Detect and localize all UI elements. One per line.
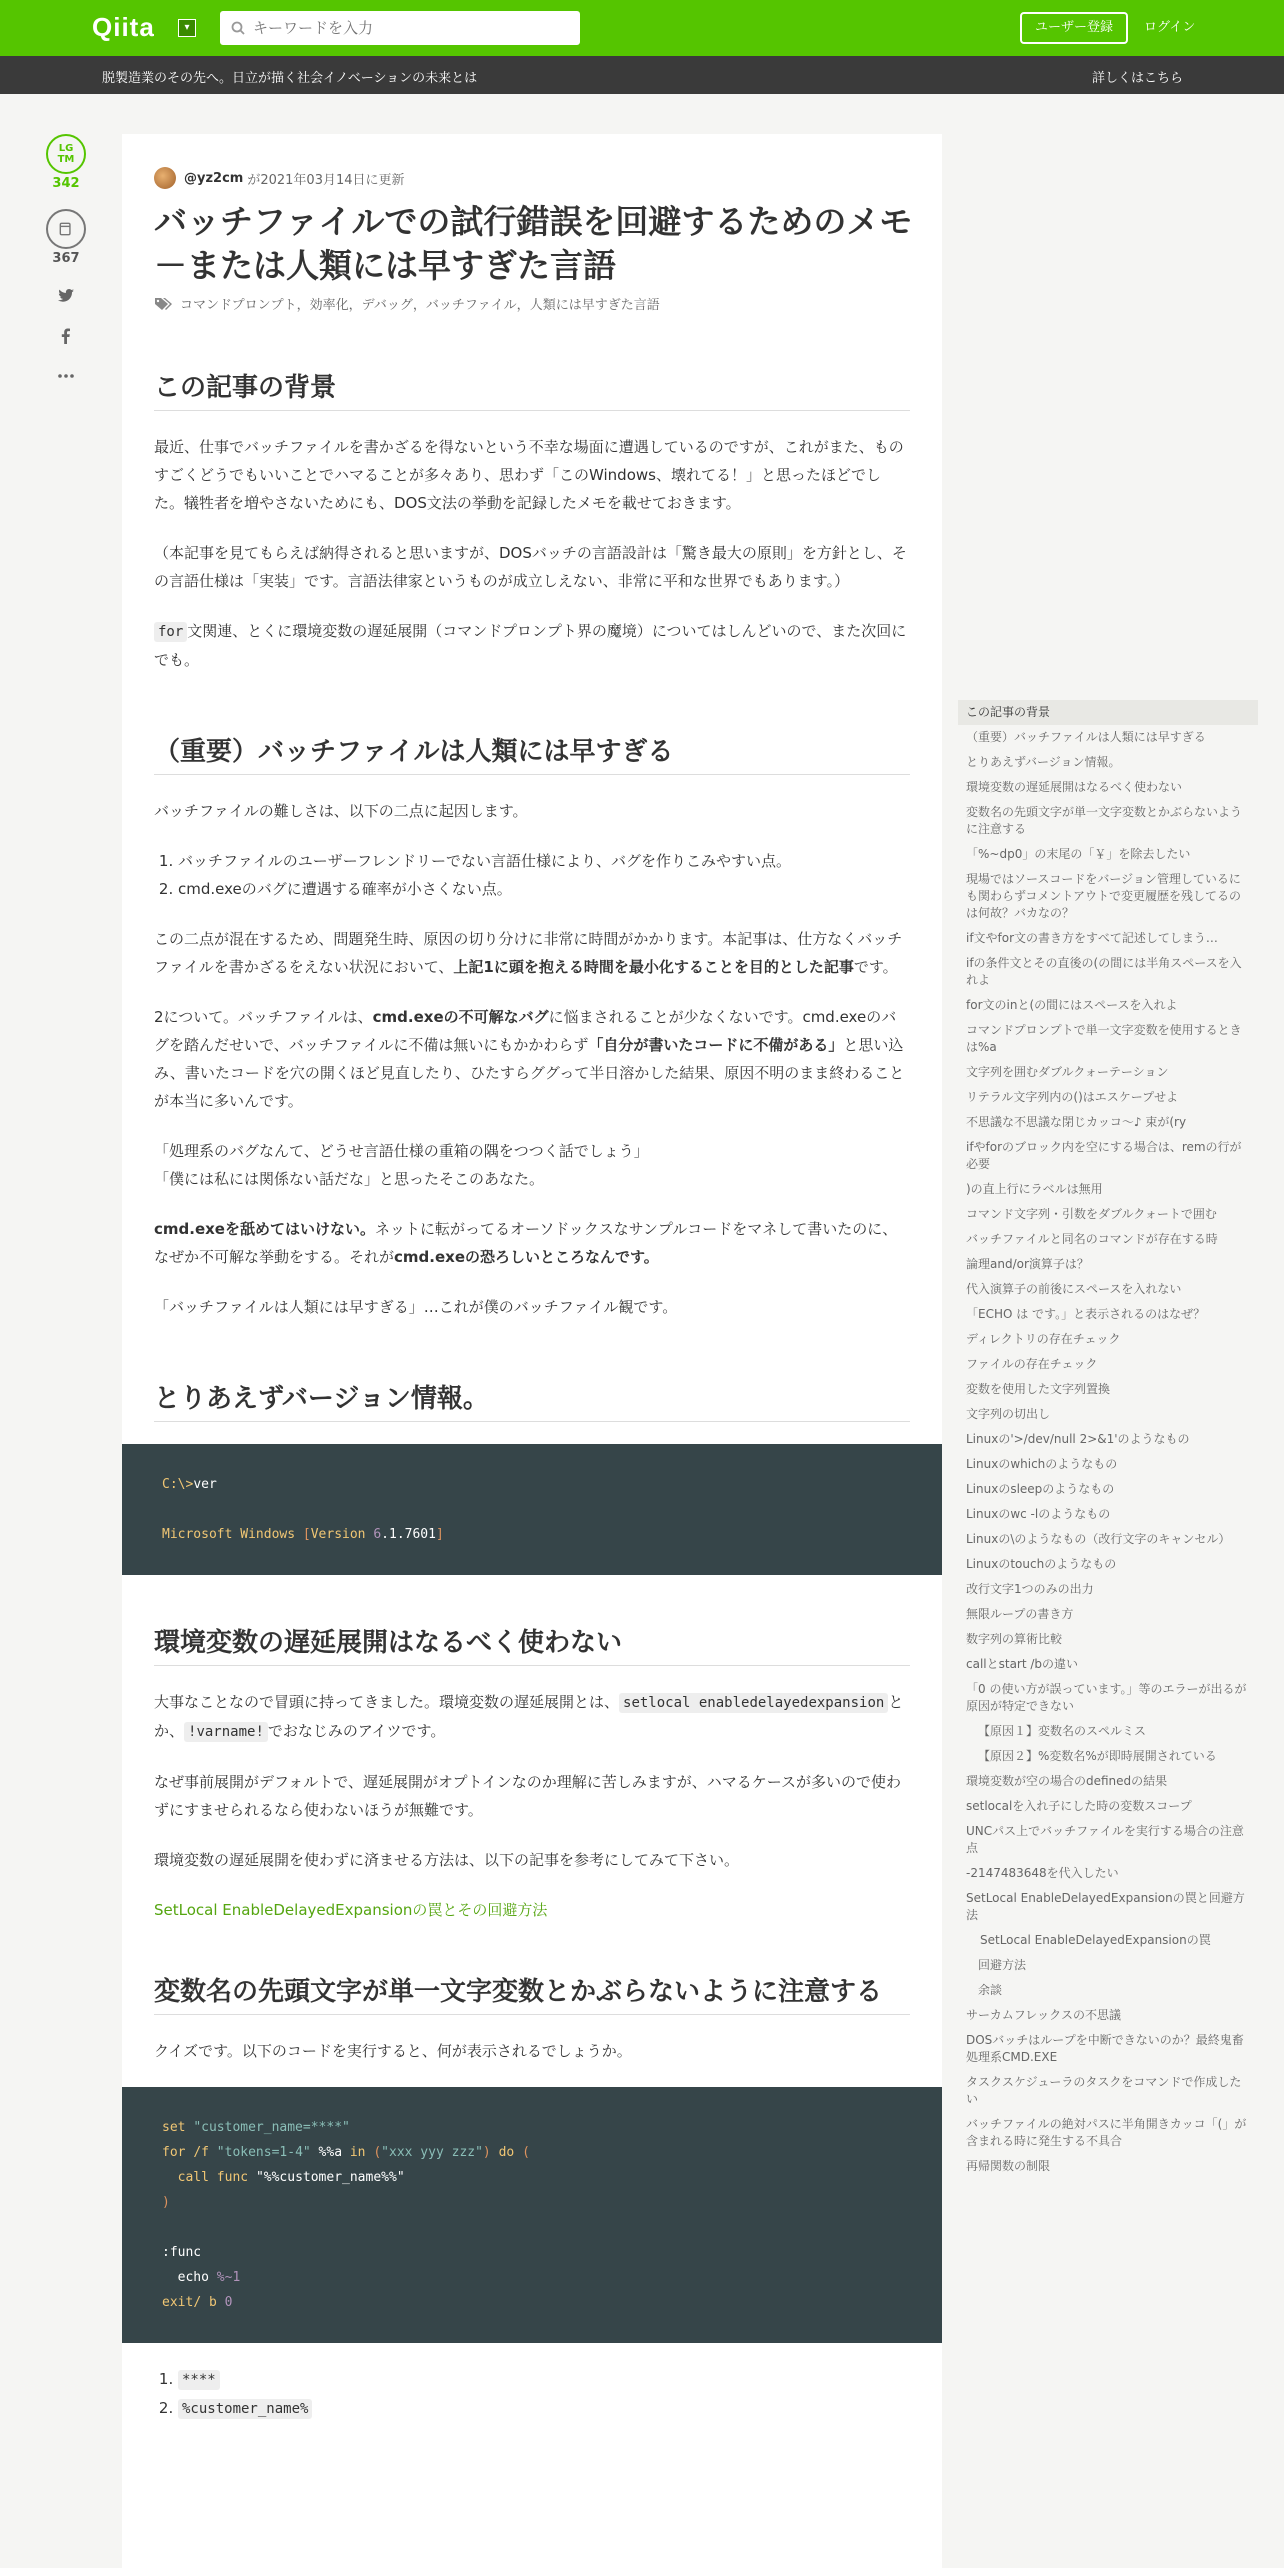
code-token: .1.7601 — [381, 1527, 436, 1542]
stock-button[interactable] — [46, 209, 86, 249]
toc-item[interactable]: Linuxのwhichのようなもの — [966, 1457, 1118, 1471]
toc-item[interactable]: DOSバッチはループを中断できないのか？最終鬼畜処理系CMD.EXE — [966, 2033, 1244, 2064]
paragraph — [154, 1003, 910, 1115]
article-actions — [44, 134, 88, 386]
toc-item[interactable]: ファイルの存在チェック — [966, 1357, 1098, 1371]
avatar[interactable] — [154, 167, 176, 189]
toc-item[interactable]: コマンドプロンプトで単一文字変数を使用するときは%a — [966, 1023, 1242, 1054]
toc-item[interactable]: 不思議な不思議な閉じカッコ～♪ 束が(ry — [966, 1115, 1187, 1129]
paragraph-text: とか、 — [154, 1693, 904, 1740]
toc-item[interactable]: 現場ではソースコードをバージョン管理しているにも関わらずコメントアウトで変更履歴を残してるのは何故？バカなの？ — [966, 872, 1242, 920]
answer-list — [178, 2365, 910, 2423]
code-token: ( — [522, 2145, 530, 2160]
toc-item[interactable]: 論理and/or演算子は？ — [966, 1257, 1089, 1271]
search-input[interactable] — [253, 12, 573, 44]
paragraph-text: に悩まされることが少なくないです。cmd.exeのバグを踏んだせいで、バッチファイルに不備は無いにもかかわらず — [154, 1008, 897, 1054]
toc-item[interactable]: バッチファイルの絶対パスに半角開きカッコ「(」が含まれる時に発生する不具合 — [966, 2117, 1247, 2148]
toc-item[interactable]: SetLocal EnableDelayedExpansionの罠 — [980, 1933, 1211, 1947]
toc-item[interactable]: サーカムフレックスの不思議 — [966, 2008, 1122, 2022]
paragraph: バッチファイルの難しさは、以下の二点に起因します。 — [154, 802, 528, 820]
paragraph-text: 大事なことなので冒頭に持ってきました。環境変数の遅延展開とは、 — [154, 1693, 620, 1711]
tag-item[interactable]: コマンドプロンプト — [180, 298, 297, 313]
code-token: "xxx yyy zzz" — [381, 2145, 483, 2160]
code-token: C:\> — [162, 1477, 194, 1492]
toc-item[interactable]: 「%~dp0」の末尾の「￥」を除去したい — [966, 847, 1191, 861]
paragraph: （本記事を見てもらえば納得されると思いますが、DOSバッチの言語設計は「驚き最大の原則」を方針とし、その言語仕様は「実装」です。言語法律家というものが成立しえない、非常に平和な世界でもあります。） — [154, 544, 907, 590]
code-token: exit — [162, 2295, 194, 2310]
stock-count: 367 — [52, 251, 80, 266]
stock-icon — [59, 221, 73, 237]
code-token: func — [216, 2170, 256, 2185]
toc-item[interactable]: とりあえずバージョン情報。 — [966, 755, 1121, 769]
list-item: 2. cmd.exeのバグに遭遇する確率が小さくない点。 — [178, 875, 910, 903]
toc-item[interactable]: コマンド文字列・引数をダブルクォートで囲む — [966, 1207, 1217, 1221]
tag-separator: ， — [348, 298, 362, 313]
toc-item[interactable]: リテラル文字列内の()はエスケープせよ — [966, 1090, 1179, 1104]
paragraph-text: この二点が混在するため、問題発生時、原因の切り分けに非常に時間がかかります。本記事は、仕方なくバッチファイルを書かざるをえない状況において、 — [154, 930, 903, 976]
toc-item[interactable]: Linuxの'>/dev/null 2>&1'のようなもの — [966, 1432, 1190, 1446]
bold-text: cmd.exeの恐ろしいところなんです。 — [394, 1248, 659, 1266]
paragraph — [154, 617, 910, 674]
section-heading: （重要）バッチファイルは人類には早すぎる — [154, 734, 910, 775]
tag-item[interactable]: デバッグ — [361, 298, 413, 313]
article-link[interactable]: SetLocal EnableDelayedExpansionの罠とその回避方法 — [154, 1901, 548, 1919]
paragraph: 最近、仕事でバッチファイルを書かざるを得ないという不幸な場面に遭遇しているのですが、これがまた、ものすごくどうでもいいことでハマることが多々あり、思わず「このWindows、壊れてる！」と思ったほどでした。犠牲者を増やさないためにも、DOS文法の挙動を記録したメモを載せておきます。 — [154, 438, 904, 512]
bold-text: 上記1に頭を抱える時間を最小化することを目的とした記事 — [453, 958, 854, 976]
quote-line: 「僕には私には関係ない話だな」と思ったそこのあなた。 — [154, 1170, 545, 1188]
code-token: %~1 — [216, 2270, 241, 2285]
code-token: set — [162, 2120, 194, 2135]
code-token: %%a — [310, 2145, 350, 2160]
paragraph — [154, 1896, 910, 1924]
code-token: ] — [435, 1527, 444, 1542]
code-token: ( — [373, 2145, 382, 2160]
toc-item[interactable]: setlocalを入れ子にした時の変数スコープ — [966, 1799, 1192, 1813]
toc-item[interactable]: Linuxのtouchのようなもの — [966, 1557, 1117, 1571]
tag-separator: ， — [296, 298, 310, 313]
code-token: for — [162, 2145, 194, 2160]
toc-item[interactable]: SetLocal EnableDelayedExpansionの罠と回避方法 — [966, 1891, 1245, 1922]
toc-item[interactable]: Linuxの\のようなもの（改行文字のキャンセル） — [966, 1532, 1231, 1546]
article-body — [154, 370, 910, 2445]
code-token: / b — [193, 2295, 225, 2310]
toc-item[interactable]: 文字列の切出し — [966, 1407, 1051, 1421]
toc-item[interactable]: 変数を使用した文字列置換 — [966, 1382, 1111, 1396]
toc-item[interactable]: UNCパス上でバッチファイルを実行する場合の注意点 — [966, 1824, 1244, 1855]
paragraph: クイズです。以下のコードを実行すると、何が表示されるでしょうか。 — [154, 2042, 632, 2060]
inline-code: setlocal enabledelayedexpansion — [619, 1693, 888, 1713]
toc-item[interactable]: -2147483648を代入したい — [966, 1866, 1119, 1880]
paragraph: なぜ事前展開がデフォルトで、遅延展開がオプトインなのか理解に苦しみますが、ハマるケースが多いので使わずにすませられるなら使わないほうが無難です。 — [154, 1773, 902, 1819]
promo-bar[interactable] — [0, 56, 1284, 94]
paragraph: 環境変数の遅延展開を使わずに済ませる方法は、以下の記事を参考にしてみて下さい。 — [154, 1851, 740, 1869]
paragraph: 「バッチファイルは人類には早すぎる」…これが僕のバッチファイル観です。 — [154, 1298, 678, 1316]
code-block[interactable] — [122, 1444, 942, 1575]
toc-item[interactable]: Linuxのsleepのようなもの — [966, 1482, 1115, 1496]
paragraph — [154, 925, 910, 981]
promo-more-link[interactable]: 詳しくはこちら — [1092, 71, 1184, 86]
lgtm-count: 342 — [52, 176, 80, 191]
toc-item[interactable]: ifやforのブロック内を空にする場合は、remの行が必要 — [966, 1140, 1242, 1171]
inline-code: %customer_name% — [178, 2399, 312, 2419]
bold-text: 「自分が書いたコードに不備がある」 — [588, 1036, 844, 1054]
toc-item[interactable]: 「0 の使い方が誤っています。」等のエラーが出るが原因が特定できない — [966, 1682, 1247, 1713]
paragraph-text: と思い込み、書いたコードを穴の開くほど見直したり、ひたすらググって半日溶かした結果、原因不明のまま終わることが本当に多いんです。 — [154, 1036, 905, 1110]
code-token: "tokens=1-4" — [216, 2145, 311, 2160]
toc-item[interactable]: この記事の背景 — [958, 700, 1258, 725]
paragraph — [154, 1688, 910, 1746]
tag-item[interactable]: 人類には早すぎた言語 — [529, 298, 660, 313]
toc-item[interactable]: callとstart /bの違い — [966, 1657, 1079, 1671]
list-item — [178, 2365, 910, 2394]
logo-menu-toggle[interactable]: ▾ — [178, 19, 196, 37]
updated-date: が2021年03月14日に更新 — [247, 172, 405, 188]
toc-item[interactable]: 【原因１】変数名のスペルミス — [978, 1724, 1147, 1738]
tag-separator: ， — [412, 298, 426, 313]
toc-item[interactable]: ディレクトリの存在チェック — [966, 1332, 1121, 1346]
login-link[interactable]: ログイン — [1144, 20, 1196, 35]
paragraph-text: 文関連、とくに環境変数の遅延展開（コマンドプロンプト界の魔境）についてはしんどいので、また次回にでも。 — [154, 622, 907, 669]
toc-item[interactable]: バッチファイルと同名のコマンドが存在する時 — [966, 1232, 1218, 1246]
toc-item[interactable]: 再帰関数の制限 — [966, 2159, 1051, 2173]
toc-item[interactable]: 変数名の先頭文字が単一文字変数とかぶらないように注意する — [966, 805, 1243, 836]
code-token: Microsoft Windows — [162, 1527, 303, 1542]
code-token: "customer_name=****" — [193, 2120, 350, 2135]
tag-icon — [154, 297, 174, 311]
code-token: [ — [302, 1527, 311, 1542]
code-token: call — [162, 2170, 217, 2185]
article-card — [122, 134, 942, 2568]
toc-item[interactable]: )の直上行にラベルは無用 — [966, 1182, 1103, 1196]
paragraph-text: ネットに転がってるオーソドックスなサンプルコードをマネして書いたのに、なぜか不可解な挙動をする。それが — [154, 1220, 898, 1266]
toc-item[interactable]: 環境変数が空の場合のdefinedの結果 — [966, 1774, 1168, 1788]
toc-item[interactable]: 環境変数の遅延展開はなるべく使わない — [966, 780, 1183, 794]
global-header — [0, 0, 1284, 56]
code-token: ) — [482, 2145, 499, 2160]
code-token: /f — [193, 2145, 217, 2160]
toc-item[interactable]: タスクスケジューラのタスクをコマンドで作成したい — [966, 2075, 1242, 2106]
list-item — [178, 2394, 910, 2423]
search-icon — [231, 21, 245, 35]
article-title: バッチファイルでの試行錯誤を回避するためのメモ－または人類には早すぎた言語 — [154, 202, 913, 285]
paragraph-text: 2について。バッチファイルは、 — [154, 1008, 373, 1026]
code-token: in — [349, 2145, 374, 2160]
toc-item[interactable]: 代入演算子の前後にスペースを入れない — [966, 1282, 1182, 1296]
toc-item[interactable]: 文字列を囲むダブルクォーテーション — [966, 1065, 1169, 1079]
inline-code: for — [154, 622, 187, 642]
paragraph-text: でおなじみのアイツです。 — [267, 1722, 446, 1740]
signup-button[interactable]: ユーザー登録 — [1020, 12, 1128, 44]
twitter-icon[interactable] — [56, 286, 76, 306]
paragraph — [154, 1137, 910, 1193]
toc-item[interactable]: 回避方法 — [978, 1958, 1027, 1972]
inline-code: **** — [178, 2370, 220, 2390]
toc-item[interactable]: 無限ループの書き方 — [966, 1607, 1074, 1621]
toc-item[interactable]: ifの条件文とその直後の(の間には半角スペースを入れよ — [966, 956, 1242, 987]
section-heading: 環境変数の遅延展開はなるべく使わない — [154, 1625, 910, 1666]
section-heading: 変数名の先頭文字が単一文字変数とかぶらないように注意する — [154, 1974, 910, 2015]
code-token: echo — [162, 2270, 217, 2285]
toc-item[interactable]: for文のinと(の間にはスペースを入れよ — [966, 998, 1178, 1012]
lgtm-label-2: TM — [57, 154, 75, 165]
bold-text: cmd.exeを舐めてはいけない。 — [154, 1220, 375, 1238]
promo-text[interactable]: 脱製造業のその先へ。日立が描く社会イノベーションの未来とは — [102, 71, 478, 86]
toc-item[interactable]: 「ECHO は です。」と表示されるのはなぜ？ — [966, 1307, 1206, 1321]
tag-item[interactable]: バッチファイル — [425, 298, 517, 313]
toc-item[interactable]: 数字列の算術比較 — [966, 1632, 1063, 1646]
lgtm-button[interactable] — [46, 134, 86, 174]
toc-item[interactable]: 改行文字1つのみの出力 — [966, 1582, 1094, 1596]
tag-separator: ， — [516, 298, 530, 313]
code-block[interactable] — [122, 2087, 942, 2343]
code-token: "%%customer_name%%" — [255, 2170, 405, 2185]
list-item: 1. バッチファイルのユーザーフレンドリーでない言語仕様により、バグを作りこみやすい点。 — [178, 847, 910, 875]
author-name[interactable]: @yz2cm — [184, 170, 244, 186]
toc-item[interactable]: （重要）バッチファイルは人類には早すぎる — [966, 730, 1206, 744]
paragraph — [154, 1215, 910, 1271]
code-token: 0 — [224, 2295, 233, 2310]
code-token: Version — [310, 1527, 374, 1542]
quote-line: 「処理系のバグなんて、どうせ言語仕様の重箱の隅をつつく話でしょう」 — [154, 1142, 649, 1160]
code-token: :func — [162, 2245, 202, 2260]
toc-item[interactable]: 【原因２】%変数名%が即時展開されている — [978, 1749, 1217, 1763]
toc-item[interactable]: 余談 — [978, 1983, 1003, 1997]
lgtm-label-1: LG — [58, 143, 74, 154]
code-token: do — [498, 2145, 523, 2160]
tag-item[interactable]: 効率化 — [309, 298, 349, 313]
toc-item[interactable]: Linuxのwc -lのようなもの — [966, 1507, 1111, 1521]
tag-list — [154, 294, 660, 313]
search-box[interactable] — [220, 11, 580, 45]
ordered-list — [178, 847, 910, 903]
author-line — [154, 166, 405, 190]
code-token: ver — [193, 1477, 217, 1492]
code-token: 6 — [373, 1527, 382, 1542]
section-heading: とりあえずバージョン情報。 — [154, 1381, 910, 1422]
bold-text: cmd.exeの不可解なバグ — [372, 1008, 549, 1026]
inline-code: !varname! — [184, 1722, 268, 1742]
code-token: ) — [162, 2195, 170, 2210]
facebook-icon[interactable] — [56, 326, 76, 346]
paragraph-text: です。 — [853, 958, 898, 976]
section-heading: この記事の背景 — [154, 370, 910, 411]
toc-item[interactable]: if文やfor文の書き方をすべて記述してしまう… — [966, 931, 1218, 945]
more-options-icon[interactable] — [56, 366, 76, 386]
qiita-logo[interactable]: Qiita — [92, 12, 155, 42]
table-of-contents — [958, 700, 1258, 2179]
